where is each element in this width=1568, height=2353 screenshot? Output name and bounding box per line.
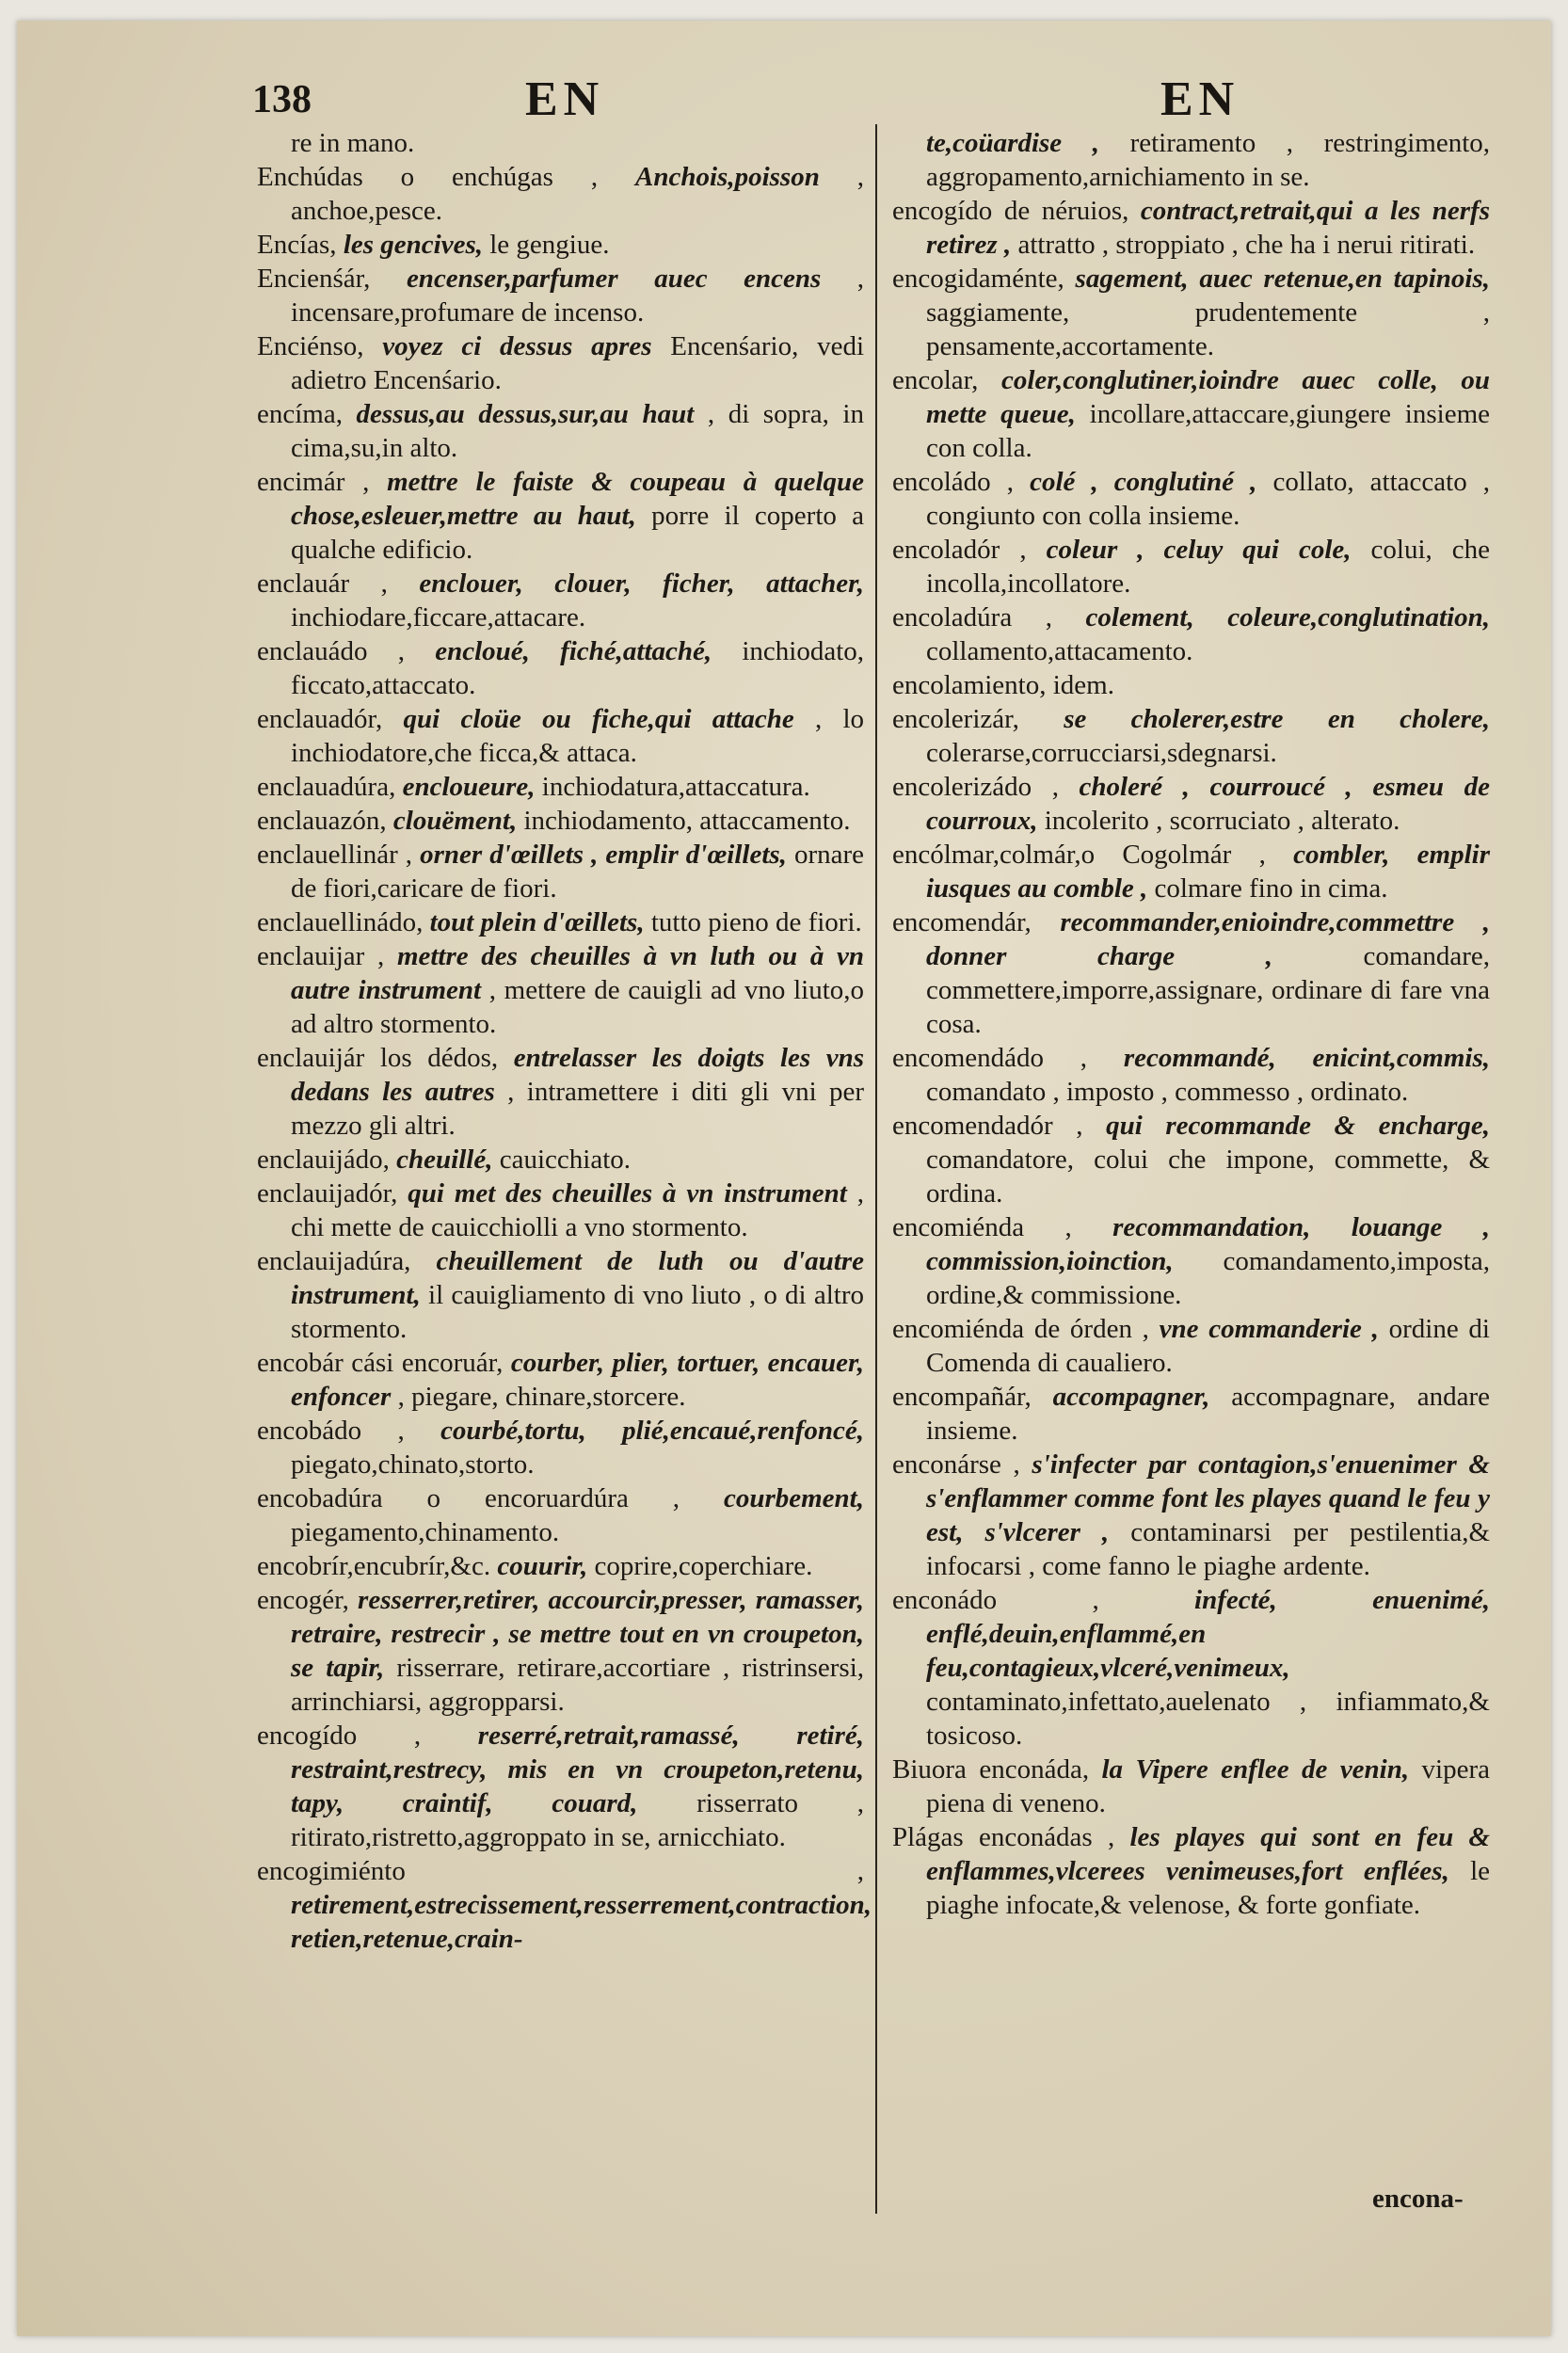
- french-gloss: courber, plier, tortuer, encauer, enfoncer: [291, 1348, 864, 1412]
- dictionary-entry: [892, 262, 1490, 363]
- french-gloss: choleré , courroucé , esmeu de courroux,: [926, 772, 1490, 836]
- french-gloss: clouëment,: [392, 806, 518, 836]
- italian-gloss: cauicchiato.: [499, 1144, 631, 1175]
- headword: encolar,: [892, 365, 979, 395]
- dictionary-entry: [892, 465, 1490, 533]
- dictionary-entry: [892, 363, 1490, 465]
- italian-gloss: colerarse,corrucciarsi,sdegnarsi.: [926, 738, 1277, 768]
- italian-gloss: , piegare, chinare,storcere.: [397, 1382, 686, 1412]
- dictionary-entry: [257, 160, 864, 228]
- italian-gloss: porre il coperto a qualche edificio.: [291, 501, 865, 565]
- headword: encoladór ,: [892, 535, 1027, 565]
- italian-gloss: tutto pieno de fiori.: [650, 907, 862, 937]
- french-gloss: cheuillement de luth ou d'autre instrument,: [291, 1246, 864, 1310]
- page-header: [17, 49, 1551, 124]
- italian-gloss: , lo inchiodatore,che ficca,& attaca.: [291, 704, 864, 768]
- dictionary-entry: [892, 702, 1490, 770]
- italian-gloss: inchiodare,ficcare,attacare.: [291, 602, 586, 632]
- dictionary-entry: [257, 1143, 864, 1176]
- headword: encomiénda ,: [892, 1212, 1072, 1242]
- headword: encobadúra o encoruardúra ,: [257, 1483, 680, 1513]
- headword: enclauijadúra,: [257, 1246, 411, 1276]
- french-gloss: mettre le faiste & coupeau à quelque chose,esleuer,mettre au haut,: [291, 467, 865, 531]
- french-gloss: qui cloüe ou fiche,qui attache: [403, 704, 794, 734]
- french-gloss: vne commanderie ,: [1159, 1314, 1379, 1344]
- french-gloss: se cholerer,estre en cholere,: [1064, 704, 1491, 734]
- italian-gloss: risserrare, retirare,accortiare , ristrinsersi, arrinchiarsi, aggropparsi.: [291, 1653, 865, 1717]
- french-gloss: recommandé, enicint,commis,: [1123, 1043, 1490, 1073]
- italian-gloss: comandato , imposto , commesso , ordinato.: [926, 1077, 1409, 1107]
- dictionary-entry: [892, 533, 1490, 600]
- dictionary-entry: [257, 329, 864, 397]
- left-column: [257, 126, 872, 1956]
- dictionary-entry: [892, 1210, 1490, 1312]
- italian-gloss: accompagnare, andare insieme.: [926, 1382, 1490, 1446]
- italian-gloss: , anchoe,pesce.: [291, 162, 864, 226]
- headword: enclauijádo,: [257, 1144, 390, 1175]
- italian-gloss: Encenśario, vedi adietro Encenśario.: [291, 331, 865, 395]
- dictionary-entry: [892, 1109, 1490, 1210]
- dictionary-entry: [257, 634, 864, 702]
- italian-gloss: , di sopra, in cima,su,in alto.: [291, 399, 864, 463]
- dictionary-entry: [257, 770, 864, 804]
- italian-gloss: ordine di Comenda di caualiero.: [926, 1314, 1490, 1378]
- italian-gloss: inchiodatura,attaccatura.: [541, 772, 810, 802]
- italian-gloss: contaminato,infettato,auelenato , infiammato,& tosicoso.: [926, 1687, 1490, 1751]
- dictionary-entry: [257, 905, 864, 939]
- french-gloss: orner d'œillets , emplir d'œillets,: [420, 840, 787, 870]
- headword: Enciénso,: [257, 331, 364, 361]
- dictionary-entry: [257, 1583, 864, 1719]
- page-number: 138: [252, 78, 312, 121]
- italian-gloss: saggiamente, prudentemente , pensamente,accortamente.: [926, 297, 1490, 361]
- italian-gloss: colmare fino in cima.: [1154, 873, 1388, 904]
- headword: Encienśár,: [257, 264, 371, 294]
- italian-gloss: , incensare,profumare de incenso.: [291, 264, 865, 328]
- french-gloss: qui recommande & encharge,: [1106, 1111, 1491, 1141]
- headword: Encías,: [257, 230, 337, 260]
- dictionary-entry: [257, 939, 864, 1041]
- headword: enconádo ,: [892, 1585, 1099, 1615]
- running-head-right: EN: [1160, 72, 1240, 126]
- dictionary-entry: [257, 1346, 864, 1414]
- continuation-text: [892, 126, 1490, 194]
- dictionary-entry: [892, 838, 1490, 905]
- italian-gloss: colui, che incolla,incollatore.: [926, 535, 1491, 599]
- french-gloss: sagement, auec retenue,en tapinois,: [1075, 264, 1491, 294]
- dictionary-entry: [257, 804, 864, 838]
- dictionary-entry: [257, 1481, 864, 1549]
- headword: encompañár,: [892, 1382, 1032, 1412]
- italian-gloss: risserrato , ritirato,ristretto,aggroppato in se, arnicchiato.: [291, 1788, 864, 1852]
- french-gloss: qui met des cheuilles à vn instrument: [408, 1178, 847, 1209]
- headword: encobár cási encoruár,: [257, 1348, 504, 1378]
- dictionary-entry: [257, 567, 864, 634]
- running-head-left: EN: [525, 72, 605, 126]
- continuation-french: te,coüardise ,: [926, 128, 1099, 158]
- dictionary-entry: [892, 1380, 1490, 1448]
- dictionary-entry: [257, 1719, 864, 1854]
- dictionary-entry: [892, 1041, 1490, 1109]
- headword: Enchúdas o enchúgas ,: [257, 162, 599, 192]
- right-column: [892, 126, 1490, 1922]
- dictionary-entry: [892, 1820, 1490, 1922]
- headword: Biuora enconáda,: [892, 1754, 1090, 1785]
- continuation-text: [257, 126, 864, 160]
- french-gloss: s'infecter par contagion,s'enuenimer & s'enflammer comme font les playes quand le feu y est, s'vlcerer ,: [926, 1449, 1490, 1547]
- italian-gloss: , intramettere i diti gli vni per mezzo gli altri.: [291, 1077, 864, 1141]
- italian-gloss: comandare, commettere,imporre,assignare, ordinare di fare vna cosa.: [926, 941, 1490, 1039]
- italian-gloss: ornare de fiori,caricare de fiori.: [291, 840, 865, 904]
- italian-gloss: comandamento,imposta, ordine,& commissione.: [926, 1246, 1490, 1310]
- italian-gloss: , chi mette de cauicchiolli a vno stormento.: [291, 1178, 864, 1242]
- dictionary-entry: [257, 1414, 864, 1481]
- continuation-italian: re in mano.: [291, 128, 415, 158]
- french-gloss: recommandation, louange , commission,ioinction,: [926, 1212, 1490, 1276]
- french-gloss: colement, coleure,conglutination,: [1085, 602, 1491, 632]
- italian-gloss: collato, attaccato , congiunto con colla insieme.: [926, 467, 1491, 531]
- headword: encolerizádo ,: [892, 772, 1059, 802]
- headword: enclauijár los dédos,: [257, 1043, 499, 1073]
- italian-gloss: inchiodamento, attaccamento.: [523, 806, 851, 836]
- french-gloss: les playes qui sont en feu & enflammes,vlcerees venimeuses,fort enflées,: [926, 1822, 1490, 1886]
- headword: encomendádo ,: [892, 1043, 1088, 1073]
- dictionary-entry: [257, 397, 864, 465]
- french-gloss: reserré,retrait,ramassé, retiré, restraint,restrecy, mis en vn croupeton,retenu, tapy, craintif, couard,: [291, 1721, 864, 1818]
- dictionary-entry: [257, 1854, 872, 1956]
- dictionary-entry: [257, 1041, 864, 1143]
- french-gloss: entrelasser les doigts les vns dedans les autres: [291, 1043, 864, 1107]
- italian-gloss: idem.: [1052, 670, 1114, 700]
- french-gloss: tout plein d'œillets,: [429, 907, 645, 937]
- headword: encobádo ,: [257, 1416, 405, 1446]
- italian-gloss: piegamento,chinamento.: [291, 1517, 560, 1547]
- dictionary-entry: [892, 770, 1490, 838]
- headword: enclauellinár ,: [257, 840, 413, 870]
- italian-gloss: incollare,attaccare,giungere insieme con colla.: [926, 399, 1490, 463]
- headword: encólmar,colmár,o Cogolmár ,: [892, 840, 1266, 870]
- headword: encíma,: [257, 399, 343, 429]
- dictionary-entry: [892, 905, 1490, 1041]
- italian-gloss: inchiodato, ficcato,attaccato.: [291, 636, 865, 700]
- italian-gloss: piegato,chinato,storto.: [291, 1449, 535, 1480]
- french-gloss: couurir,: [497, 1551, 588, 1581]
- headword: encolerizár,: [892, 704, 1019, 734]
- italian-gloss: attratto , stroppiato , che ha i nerui ritirati.: [1017, 230, 1476, 260]
- italian-gloss: il cauigliamento di vno liuto , o di altro stormento.: [291, 1280, 864, 1344]
- dictionary-entry: [257, 1244, 864, 1346]
- italian-gloss: contaminarsi per pestilentia,& infocarsi , come fanno le piaghe ardente.: [926, 1517, 1491, 1581]
- continuation-italian: retiramento , restringimento, aggropamento,arnichiamento in se.: [926, 128, 1490, 192]
- headword: encomendadór ,: [892, 1111, 1083, 1141]
- french-gloss: dessus,au dessus,sur,au haut: [356, 399, 695, 429]
- dictionary-entry: [257, 465, 864, 567]
- italian-gloss: , mettere de cauigli ad vno liuto,o ad altro stormento.: [291, 975, 865, 1039]
- dictionary-entry: [892, 1312, 1490, 1380]
- french-gloss: accompagner,: [1052, 1382, 1210, 1412]
- dictionary-entry: [257, 702, 864, 770]
- french-gloss: colé , conglutiné ,: [1030, 467, 1257, 497]
- french-gloss: coler,conglutiner,ioindre auec colle, ou mette queue,: [926, 365, 1491, 429]
- italian-gloss: le piaghe infocate,& velenose, & forte gonfiate.: [926, 1856, 1490, 1920]
- french-gloss: les gencives,: [343, 230, 483, 260]
- headword: enclauijar ,: [257, 941, 385, 971]
- headword: encoládo ,: [892, 467, 1014, 497]
- french-gloss: encloueure,: [402, 772, 536, 802]
- french-gloss: Anchois,poisson: [635, 162, 820, 192]
- dictionary-entry: [257, 1176, 864, 1244]
- dictionary-entry: [892, 668, 1490, 702]
- french-gloss: contract,retrait,qui a les nerfs retirez ,: [926, 196, 1490, 260]
- french-gloss: coleur , celuy qui cole,: [1046, 535, 1352, 565]
- french-gloss: combler, emplir iusques au comble ,: [926, 840, 1490, 904]
- column-divider: [875, 124, 877, 2214]
- headword: encogído de néruios,: [892, 196, 1129, 226]
- headword: enclauijadór,: [257, 1178, 398, 1209]
- french-gloss: encenser,parfumer auec encens: [406, 264, 822, 294]
- french-gloss: recommander,enioindre,commettre , donner charge ,: [926, 907, 1490, 971]
- dictionary-entry: [892, 600, 1490, 668]
- french-gloss: voyez ci dessus apres: [382, 331, 652, 361]
- french-gloss: la Vipere enflee de venin,: [1101, 1754, 1410, 1785]
- french-gloss: courbement,: [723, 1483, 864, 1513]
- headword: Plágas enconádas ,: [892, 1822, 1115, 1852]
- french-gloss: courbé,tortu, plié,encaué,renfoncé,: [440, 1416, 865, 1446]
- headword: enclauadór,: [257, 704, 383, 734]
- dictionary-entry: [892, 194, 1490, 262]
- italian-gloss: coprire,coperchiare.: [594, 1551, 813, 1581]
- headword: enclauádo ,: [257, 636, 405, 666]
- dictionary-entry: [257, 838, 864, 905]
- catchword: encona-: [1372, 2184, 1464, 2214]
- headword: encobrír,encubrír,&c.: [257, 1551, 491, 1581]
- headword: encogído ,: [257, 1721, 422, 1751]
- dictionary-entry: [257, 262, 864, 329]
- headword: encoladúra ,: [892, 602, 1052, 632]
- french-gloss: cheuillé,: [396, 1144, 493, 1175]
- headword: enclauár ,: [257, 568, 388, 599]
- headword: encogimiénto ,: [257, 1856, 864, 1886]
- headword: encomendár,: [892, 907, 1032, 937]
- french-gloss: infecté, enuenimé, enflé,deuin,enflammé,en feu,contagieux,vlceré,venimeux,: [926, 1585, 1490, 1683]
- french-gloss: enclouer, clouer, ficher, attacher,: [419, 568, 865, 599]
- headword: encolamiento,: [892, 670, 1047, 700]
- headword: enconárse ,: [892, 1449, 1020, 1480]
- headword: enclauellinádo,: [257, 907, 424, 937]
- french-gloss: mettre des cheuilles à vn luth ou à vn autre instrument: [291, 941, 865, 1005]
- french-gloss: encloué, fiché,attaché,: [435, 636, 712, 666]
- headword: encomiénda de órden ,: [892, 1314, 1149, 1344]
- italian-gloss: collamento,attacamento.: [926, 636, 1193, 666]
- headword: encimár ,: [257, 467, 370, 497]
- dictionary-entry: [892, 1583, 1490, 1753]
- italian-gloss: le gengiue.: [489, 230, 610, 260]
- dictionary-entry: [257, 228, 864, 262]
- headword: enclauadúra,: [257, 772, 396, 802]
- dictionary-page: [17, 21, 1551, 2336]
- italian-gloss: incolerito , scorruciato , alterato.: [1044, 806, 1400, 836]
- french-gloss: retirement,estrecissement,resserrement,contraction, retien,retenue,crain-: [291, 1890, 872, 1954]
- headword: enclauazón,: [257, 806, 387, 836]
- italian-gloss: comandatore, colui che impone, commette, & ordina.: [926, 1144, 1490, 1209]
- headword: encogér,: [257, 1585, 349, 1615]
- dictionary-entry: [257, 1549, 864, 1583]
- italian-gloss: vipera piena di veneno.: [926, 1754, 1490, 1818]
- headword: encogidaménte,: [892, 264, 1064, 294]
- dictionary-entry: [892, 1753, 1490, 1820]
- french-gloss: resserrer,retirer, accourcir,presser, ramasser, retraire, restrecir , se mettre tout en vn croupeton, se tapir,: [291, 1585, 865, 1683]
- dictionary-entry: [892, 1448, 1490, 1583]
